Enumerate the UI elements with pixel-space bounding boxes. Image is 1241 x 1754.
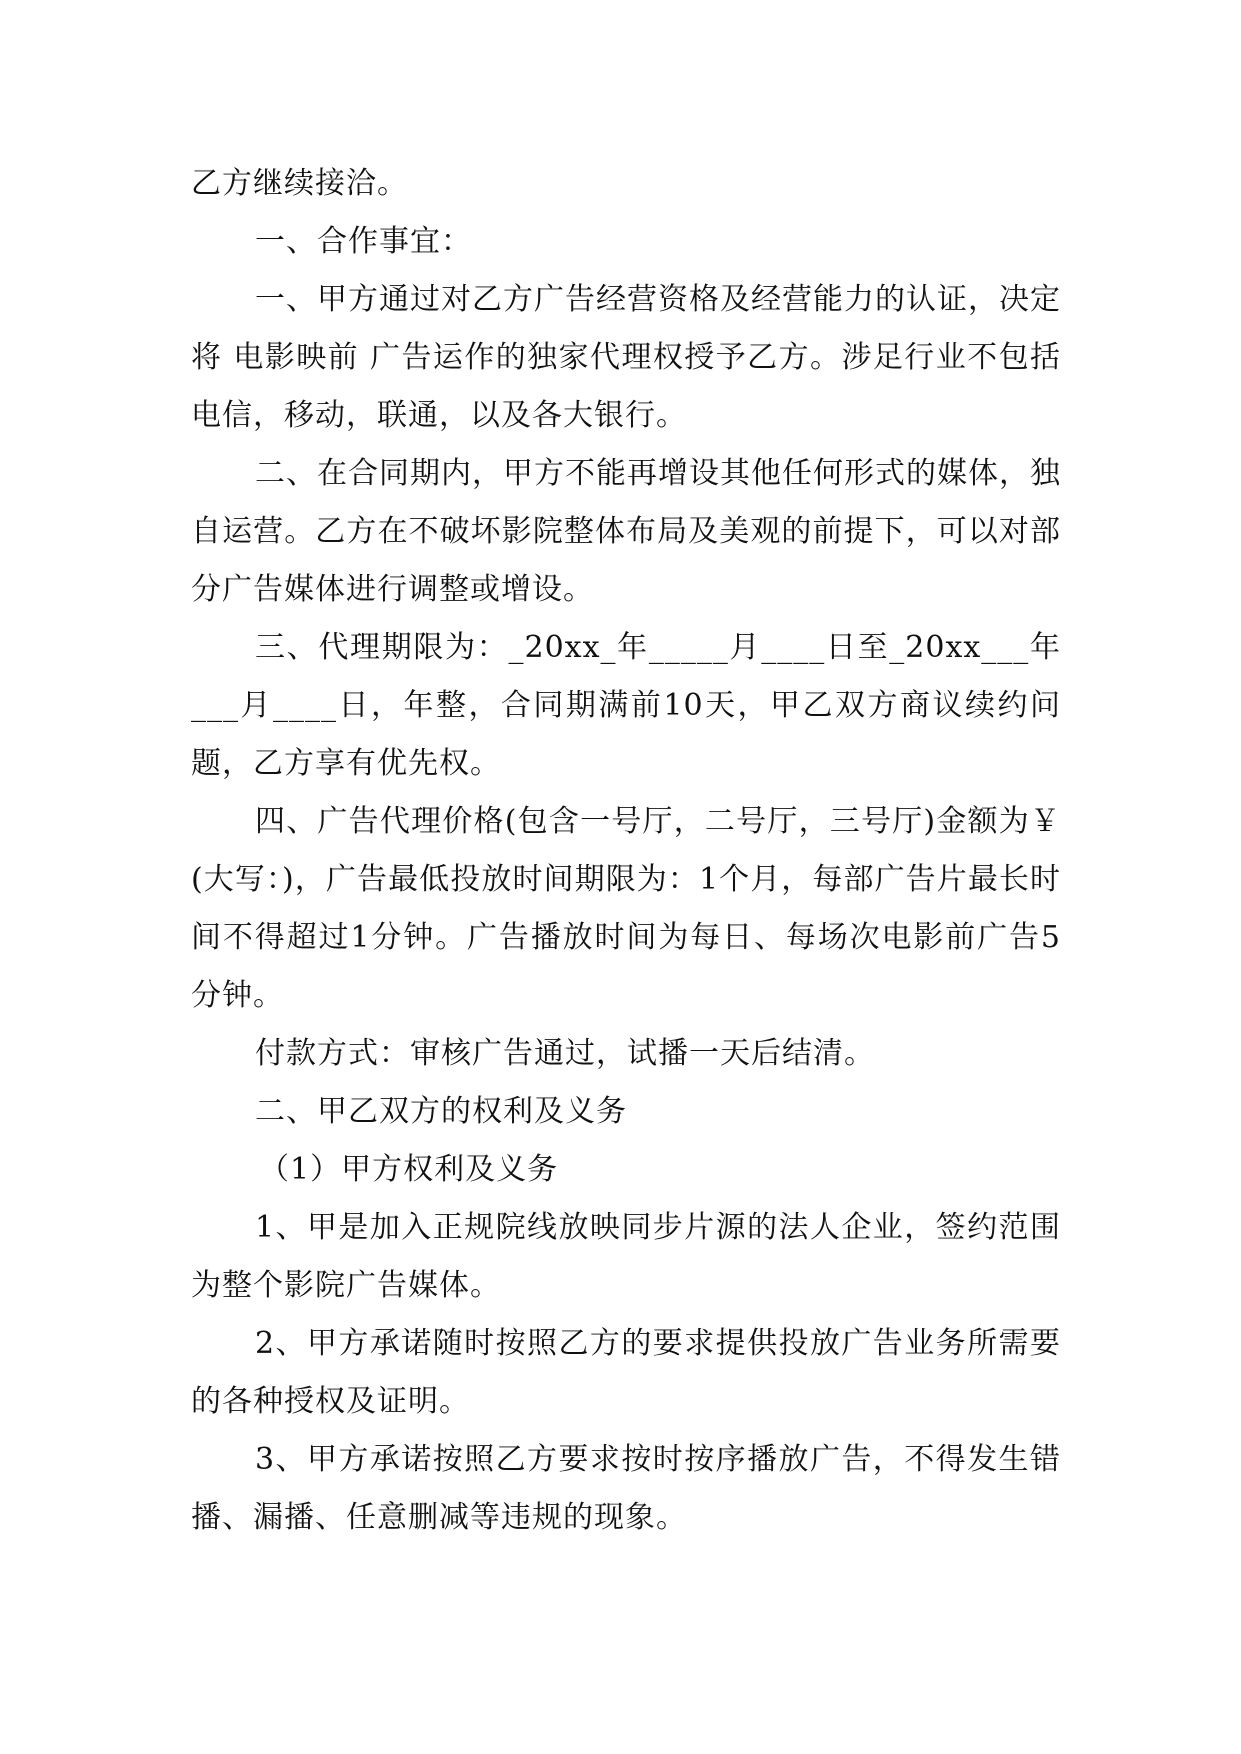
party-a-item-3: 3、甲方承诺按照乙方要求按时按序播放广告，不得发生错播、漏播、任意删减等违规的现象。 [191, 1442, 1061, 1535]
clause-agency-term: 三、代理期限为：_20xx_年_____月____日至_20xx___年___月____日，年整，合同期满前10天，甲乙双方商议续约问题，乙方享有优先权。 [191, 630, 1061, 781]
clause-authorization: 一、甲方通过对乙方广告经营资格及经营能力的认证，决定将 电影映前 广告运作的独家代理权授予乙方。涉足行业不包括电信，移动，联通，以及各大银行。 [191, 282, 1061, 433]
section-heading-cooperation: 一、合作事宜： [255, 224, 472, 259]
clause-media-restriction: 二、在合同期内，甲方不能再增设其他任何形式的媒体，独自运营。乙方在不破坏影院整体布局及美观的前提下，可以对部分广告媒体进行调整或增设。 [191, 456, 1061, 607]
document-body [191, 155, 1061, 1547]
subsection-heading-party-a: （1）甲方权利及义务 [259, 1152, 559, 1187]
paragraph-continuation: 乙方继续接洽。 [191, 166, 408, 201]
clause-pricing: 四、广告代理价格(包含一号厅，二号厅，三号厅)金额为￥(大写：)，广告最低投放时间期限为：1个月，每部广告片最长时间不得超过1分钟。广告播放时间为每日、每场次电影前广告5分钟。 [191, 804, 1061, 1013]
payment-method: 付款方式：审核广告通过，试播一天后结清。 [255, 1036, 875, 1071]
party-a-item-1: 1、甲是加入正规院线放映同步片源的法人企业，签约范围为整个影院广告媒体。 [191, 1210, 1061, 1303]
party-a-item-2: 2、甲方承诺随时按照乙方的要求提供投放广告业务所需要的各种授权及证明。 [191, 1326, 1061, 1419]
section-heading-rights: 二、甲乙双方的权利及义务 [255, 1094, 627, 1129]
